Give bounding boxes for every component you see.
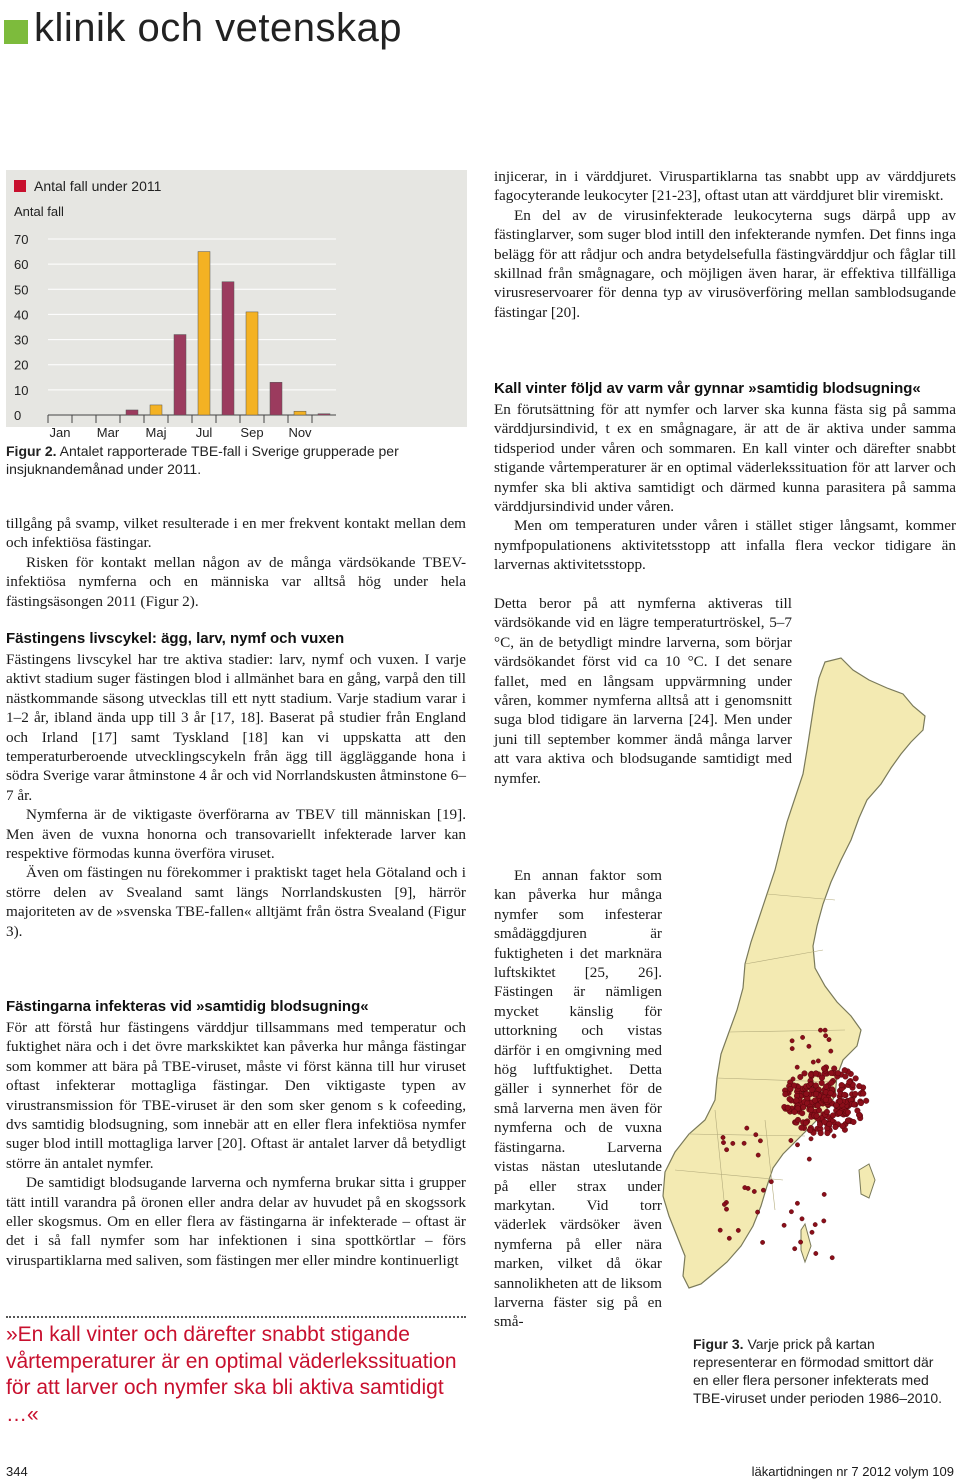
infection-dot	[814, 1113, 820, 1119]
infection-dot	[809, 1082, 813, 1086]
chart-legend	[14, 178, 161, 194]
infection-dot	[845, 1118, 851, 1124]
bar-sep	[246, 312, 258, 415]
infection-dot	[863, 1098, 869, 1104]
x-tick-label: Sep	[240, 425, 264, 440]
bar-nov	[294, 411, 306, 415]
infection-dot	[756, 1153, 760, 1157]
infection-dot	[788, 1086, 794, 1092]
left-text-1	[6, 514, 466, 611]
infection-dot	[813, 1222, 817, 1226]
infection-dot	[823, 1084, 829, 1090]
infection-dot	[833, 1124, 839, 1130]
figure-3-caption	[693, 1335, 948, 1407]
figure-3-text: Varje prick på kartan representerar en förmodad smittort där en eller flera personer infekterats med TBE-viruset under perioden 1986–2010.	[693, 1336, 943, 1406]
infection-dot	[822, 1219, 826, 1223]
infection-dot	[760, 1240, 764, 1244]
infection-dot	[755, 1210, 759, 1214]
paragraph: För att förstå hur fästingens värddjur tillsammans med temperatur och fuktighet nära och i det övre markskiktet kan påverka hur många fästingar som kommer att bära på TBE-viruset, måste vi först känna till hur viruset oftast infekterar mottagliga fästingar. Den viktigaste typen av virustransmission för TBE-viruset är den som sker genom s k cofeeding, dvs samtidig blodsugning, som innebär att en eller flera infektiösa nymfer suger blod intill mottagliga larver [20]. Oftast är antalet larver då betydligt större än antalet nymfer.	[6, 1019, 466, 1172]
x-tick-label: Nov	[288, 425, 312, 440]
y-tick-label: 10	[14, 382, 29, 398]
infection-dot	[823, 1097, 829, 1103]
paragraph: Detta beror på att nymferna aktiveras till värdsökande vid en lägre temperaturtröskel, 5–7 °C, än de betydligt mindre larverna, som börjar värdsökandet först vid ca 10 °C. I det senare fallet, med en långsam uppvärmning under våren, kommer nymferna alltså att i genomsnitt suga blod tidigare än larverna [24]. Men under juni till september kommer ändå många larver att vara aktiva och blodsugande samtidigt med nymfer.	[494, 595, 792, 787]
right-text-1	[494, 167, 956, 322]
x-tick-label: Mar	[96, 425, 120, 440]
journal-info: läkartidningen nr 7 2012 volym 109	[751, 1464, 954, 1479]
infection-dot	[782, 1223, 786, 1227]
infection-dot	[822, 1119, 828, 1125]
infection-dot	[731, 1141, 735, 1145]
infection-dot	[829, 1049, 833, 1053]
y-tick-label: 30	[14, 332, 29, 348]
infection-dot	[853, 1076, 859, 1082]
right-text-4	[494, 866, 662, 1332]
infection-dot	[795, 1201, 799, 1205]
pull-quote: »En kall vinter och därefter snabbt stigande vårtemperaturer är en optimal väderlekssituation för att larver och nymfer ska bli aktiva samtidigt …«	[6, 1323, 457, 1426]
infection-dot	[823, 1028, 827, 1032]
bar-aug	[222, 282, 234, 415]
infection-dot	[718, 1228, 722, 1232]
paragraph: Nymferna är de viktigaste överförarna av TBEV till människan [19]. Men även de vuxna honorna och transovariellt infekterade larver kan respektive förmodas kunna överföra viruset.	[6, 806, 466, 863]
infection-dot	[785, 1105, 791, 1111]
paragraph: Men om temperaturen under våren i stället stiger långsamt, kommer nymfpopulationens aktivitetsstopp att infalla flera veckor tidigare än larvernas aktivitetsstopp.	[494, 517, 956, 574]
paragraph: injicerar, in i värddjuret. Viruspartiklarna tas snabbt upp av värddjurets fagocyterande leukocyter [21-23], oftast utan att värddjuret blir viremiskt.	[494, 168, 956, 205]
infection-dot	[855, 1108, 861, 1114]
infection-dot	[813, 1071, 819, 1077]
paragraph: Risken för kontakt mellan någon av de många värdsökande TBEV-infektiösa nymferna och en människa var alltså hög under hela fästingsäsongen 2011 (Figur 2).	[6, 553, 466, 610]
infection-dot	[824, 1109, 830, 1115]
infection-dot	[800, 1217, 804, 1221]
bar-jun	[174, 335, 186, 415]
infection-dot	[724, 1148, 728, 1152]
infection-dot	[787, 1096, 793, 1102]
paragraph: Även om fästingen nu förekommer i praktiskt taget hela Götaland och i större delen av Svealand samt längs Norrlandskusten [9], härrör majoriteten av de »svenska TBE-fallen« alltjämt från östra Svealand (Figur 3).	[6, 864, 466, 940]
infection-dot	[813, 1083, 819, 1089]
infection-dot	[795, 1143, 799, 1147]
figure-2-caption	[6, 442, 468, 478]
x-tick-label: Jul	[195, 425, 213, 440]
infection-dot	[829, 1080, 835, 1086]
infection-dot	[754, 1133, 758, 1137]
infection-dot	[842, 1067, 848, 1073]
infection-dot	[813, 1091, 819, 1097]
infection-dot	[789, 1210, 793, 1214]
infection-dot	[819, 1075, 825, 1081]
infection-dot	[743, 1185, 747, 1189]
infection-dot	[839, 1082, 845, 1088]
infection-dot	[758, 1139, 762, 1143]
infection-dot	[808, 1072, 814, 1078]
figure-2-text: Antalet rapporterade TBE-fall i Sverige grupperade per insjuknandemånad under 2011.	[6, 443, 399, 477]
paragraph: Fästingens livscykel har tre aktiva stadier: larv, nymf och vuxen. I varje aktivt stadium suger fästingen blod i allmänhet bara en gång, varpå den till nästkommande säsong utvecklas till ett nytt stadium. Varje stadium varar i 1–2 år, ibland ända upp till 3 år [17, 18]. Baserat på studier från England och Irland [17] samt Tyskland [18] kan vi uppskatta att den temperaturberoende utvecklingscykeln från ägg till äggläggande hona i södra Sverige varar åtminstone 4 år och vid Norrlandskusten åtminstone 6–7 år.	[6, 651, 466, 804]
infection-dot	[798, 1074, 804, 1080]
y-tick-label: 0	[14, 408, 22, 423]
infection-dot	[794, 1098, 800, 1104]
infection-dot	[795, 1117, 801, 1123]
bar-dec	[318, 414, 330, 415]
sweden-map-svg	[655, 650, 955, 1330]
x-tick-label: Jan	[49, 425, 71, 440]
infection-dot	[752, 1189, 756, 1193]
infection-dot	[790, 1046, 794, 1050]
infection-dot	[825, 1130, 831, 1136]
infection-dot	[792, 1109, 798, 1115]
infection-dot	[783, 1091, 789, 1097]
infection-dot	[821, 1066, 827, 1072]
paragraph: tillgång på svamp, vilket resulterade i en mer frekvent kontakt mellan dem och infektiösa fästingar.	[6, 515, 466, 552]
infection-dot	[811, 1060, 815, 1064]
gotland-island	[859, 1164, 875, 1198]
bar-apr	[126, 410, 138, 415]
infection-dot	[795, 1065, 799, 1069]
left-text-3	[6, 1018, 466, 1270]
infection-dot	[804, 1091, 810, 1097]
infection-dot	[818, 1130, 824, 1136]
infection-dot	[791, 1077, 795, 1081]
infection-dot	[842, 1092, 848, 1098]
paragraph: En annan faktor som kan påverka hur många nymfer som infesterar smådäggdjuren är fuktigheten i det marknära luftskiktet [25, 26]. Fästingen är nämligen mycket känslig för uttorkning och vistas därför i en omgivning med hög luftfuktighet. Detta gäller i synnerhet för de små larverna men även för nymferna och de vuxna fästingarna. Larverna vistas nästan uteslutande på eller strax under markytan. Vid torr väderlek värdsöker även nymferna på eller nära marken, vilket då ökar sannolikheten att de liksom larverna fäster sig på en små-	[494, 867, 662, 1331]
sweden-map	[655, 650, 955, 1330]
infection-dot	[822, 1192, 826, 1196]
infection-dot	[742, 1141, 746, 1145]
paragraph: En förutsättning för att nymfer och larver ska kunna fästa sig på samma värddjursindivid, t ex en smågnagare, är att de är aktiva under samma tidsperiod under våren och sommaren. En kall vinter och därefter snabbt stigande vårtemperaturer är en optimal väderlekssituation för att larver och nymfer ska bli aktiva samtidigt och därmed kunna parasitera på samma värddjursindivid under våren.	[494, 401, 956, 516]
infection-dot	[858, 1100, 864, 1106]
chart-title: Antal fall under 2011	[34, 178, 162, 194]
infection-dot	[829, 1070, 835, 1076]
infection-dot	[837, 1110, 843, 1116]
y-tick-label: 20	[14, 357, 29, 373]
paragraph: De samtidigt blodsugande larverna och nymferna brukar sitta i grupper tätt intill varandra på öronen eller andra delar av huvudet på en skogssork eller skogsmus. Om en eller flera av fästingarna är infekterade – oftast är det i så fall nymfer som har infektionen i sina spottkörtlar – förs viruspartiklarna med saliven, som fästingen mer eller mindre kontinuerligt	[6, 1174, 466, 1269]
infection-dot	[835, 1070, 841, 1076]
infection-dot	[832, 1134, 836, 1138]
infection-dot	[807, 1157, 811, 1161]
infection-dot	[840, 1123, 846, 1129]
sweden-outline	[663, 658, 925, 1288]
infection-dot	[807, 1127, 813, 1133]
bar-jul	[198, 252, 210, 415]
legend-swatch	[14, 180, 26, 192]
infection-dot	[803, 1120, 809, 1126]
subheading-kall-vinter: Kall vinter följd av varm vår gynnar »samtidig blodsugning«	[494, 380, 921, 397]
y-tick-label: 40	[14, 307, 29, 323]
subheading-samtidig-blodsugning: Fästingarna infekteras vid »samtidig blodsugning«	[6, 998, 369, 1015]
infection-dot	[727, 1236, 731, 1240]
x-tick-label: Maj	[145, 425, 167, 440]
infection-dot	[790, 1039, 794, 1043]
right-text-2	[494, 400, 956, 575]
infection-dot	[823, 1034, 827, 1038]
y-axis-label: Antal fall	[14, 204, 64, 219]
infection-dot	[721, 1140, 725, 1144]
infection-dot	[827, 1037, 831, 1041]
infection-dot	[843, 1074, 849, 1080]
infection-dot	[796, 1085, 800, 1089]
infection-dot	[861, 1091, 867, 1097]
bar-maj	[150, 405, 162, 415]
infection-dot	[800, 1035, 804, 1039]
infection-dot	[815, 1103, 821, 1109]
bar-okt	[270, 382, 282, 415]
paragraph: En del av de virusinfekterade leukocyterna sugs därpå upp av fästinglarver, som suger blod intill den infekterande nymfen. Det finns inga belägg för att rådjur och andra betydelsefulla fästingvärddjur och fåglar till skillnad från smågnagare, och möjligen även harar, är effektiva tillfälliga virusreservoarer för denna typ av virusöverföring mellan samblodsugande fästingar [20].	[494, 206, 956, 321]
infection-dot	[807, 1044, 811, 1048]
infection-dot	[837, 1099, 843, 1105]
infection-dot	[814, 1251, 818, 1255]
infection-dot	[724, 1207, 728, 1211]
infection-dot	[818, 1028, 822, 1032]
section-header	[4, 6, 402, 50]
subheading-livscykel: Fästingens livscykel: ägg, larv, nymf och vuxen	[6, 630, 345, 647]
infection-dot	[761, 1188, 765, 1192]
figure-3-label: Figur 3.	[693, 1336, 744, 1352]
figure-2-chart	[6, 170, 467, 440]
section-color-square	[4, 20, 28, 44]
infection-dot	[828, 1090, 834, 1096]
infection-dot	[845, 1110, 851, 1116]
infection-dot	[830, 1256, 834, 1260]
infection-dot	[722, 1202, 726, 1206]
infection-dot	[856, 1083, 862, 1089]
y-tick-label: 70	[14, 232, 29, 247]
infection-dot	[789, 1138, 793, 1142]
infection-dot	[816, 1059, 820, 1063]
infection-dot	[799, 1110, 805, 1116]
infection-dot	[769, 1180, 773, 1184]
page-number: 344	[6, 1464, 28, 1479]
infection-dot	[847, 1079, 853, 1085]
infection-dot	[736, 1228, 740, 1232]
infection-dot	[830, 1119, 834, 1123]
infection-dot	[745, 1126, 749, 1130]
infection-dot	[810, 1230, 814, 1234]
infection-dot	[798, 1240, 802, 1244]
y-tick-label: 50	[14, 282, 29, 298]
left-text-2	[6, 650, 466, 941]
bar-chart-svg	[6, 170, 467, 440]
infection-dot	[852, 1091, 858, 1097]
infection-dot	[812, 1098, 818, 1104]
figure-2-label: Figur 2.	[6, 443, 57, 459]
infection-dot	[721, 1135, 725, 1139]
infection-dot	[851, 1102, 857, 1108]
infection-dot	[799, 1125, 805, 1131]
infection-dot	[808, 1107, 814, 1113]
section-title: klinik och vetenskap	[34, 5, 402, 50]
pull-quote-divider	[6, 1316, 466, 1318]
infection-dot	[809, 1137, 813, 1141]
y-tick-label: 60	[14, 257, 29, 273]
infection-dot	[793, 1247, 797, 1251]
